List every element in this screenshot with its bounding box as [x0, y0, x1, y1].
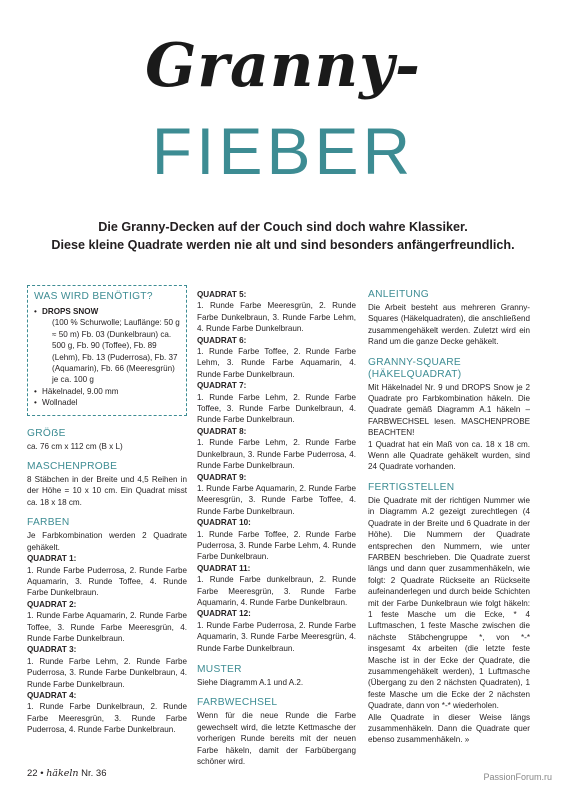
square-label: QUADRAT 11:: [197, 563, 251, 573]
gauge-heading: MASCHENPROBE: [27, 461, 118, 473]
drops-detail: (100 % Schurwolle; Lauflänge: 50 g ≈ 50 m) Fb. 03 (Dunkelbraun) ca. 500 g, Fb. 90 (Toffee), Fb. 89 (Lehm), Fb. 13 (Puderrosa), Fb. 37 (Aquamarin), Fb. 66 (Meeresgrün) je ca. 100 g: [52, 318, 180, 385]
square-4: [27, 690, 187, 736]
materials-item-hook: • Häkelnadel, 9.00 mm: [34, 386, 180, 397]
size-heading: GRÖẞE: [27, 427, 66, 439]
colors-heading: FARBEN: [27, 517, 70, 529]
square-2: [27, 599, 187, 645]
instructions-text: Die Arbeit besteht aus mehreren Granny-Squares (Häkelquadraten), die anschließend zusammengehäkelt werden. Zuletzt wird ein Rand um die ganze Decke gehäkelt.: [368, 303, 530, 347]
title-block: FIEBER: [151, 114, 415, 188]
intro: [30, 218, 536, 254]
square-label: QUADRAT 12:: [197, 609, 251, 619]
square-text: 1. Runde Farbe Dunkelbraun, 2. Runde Farbe Meeresgrün, 3. Runde Farbe Puderrosa, 4. Runde Farbe Dunkelbraun.: [27, 702, 187, 735]
watermark: PassionForum.ru: [483, 772, 552, 782]
finishing-text-1: Die Quadrate mit der richtigen Nummer wie in Diagramm A.2 gezeigt zurechtlegen (4 Quadrate in der Breite und 6 Quadrate in der Höhe). Die Nummern der Quadrate entsprechen den Nummern, wie unter FARBEN beschrieben. Die Quadrate zuerst längs und dann quer zusammenhäkeln, wie folgt: 2 Quadrate Rückseite an Rückseite aufeinanderlegen und durch beide Schichten mit der Farbe Dunkelbraun wie folgt häkeln: 1 feste Masche um die Ecke, * 4 Luftmaschen, 1 feste Masche zwischen die nächste Stäbchengruppe *, von *-* insgesamt 4x arbeiten (die letzte feste Masche ist in der Ecke der Quadrate, die zusammengehäkelt werden), 1 Luftmasche (Übergang zu den 2 nächsten Quadraten), 1 feste Masche um die Ecke der 2 nächsten Quadrate, dann von *-* wiederholen.: [368, 495, 530, 711]
square-8: [197, 426, 356, 472]
square-5: [197, 289, 356, 335]
square-label: QUADRAT 9:: [197, 472, 247, 482]
square-text: 1. Runde Farbe Lehm, 2. Runde Farbe Dunkelbraun, 3. Runde Farbe Puderrosa, 4. Runde Farbe Dunkelbraun.: [197, 438, 356, 471]
title-script: Granny-: [145, 31, 421, 101]
square-label: QUADRAT 4:: [27, 690, 77, 700]
square-label: QUADRAT 6:: [197, 335, 247, 345]
square-text: 1. Runde Farbe Toffee, 2. Runde Farbe Puderrosa, 3. Runde Farbe Lehm, 4. Runde Farbe Dunkelbraun.: [197, 529, 356, 562]
materials-item-needle: • Wollnadel: [34, 397, 180, 408]
magazine-brand: häkeln: [46, 768, 79, 779]
finishing-heading: FERTIGSTELLEN: [368, 481, 455, 493]
square-label: QUADRAT 3:: [27, 645, 77, 655]
square-11: [197, 563, 356, 609]
column-2: [197, 289, 356, 767]
colors-intro: Je Farbkombination werden 2 Quadrate gehäkelt.: [27, 531, 187, 552]
drops-title: DROPS SNOW: [42, 307, 99, 316]
square-label: QUADRAT 8:: [197, 426, 247, 436]
materials-box: [27, 285, 187, 416]
square-text: 1. Runde Farbe Lehm, 2. Runde Farbe Toffee, 3. Runde Farbe Dunkelbraun, 4. Runde Farbe Dunkelbraun.: [197, 392, 356, 425]
square-3: [27, 644, 187, 690]
square-1: [27, 553, 187, 599]
square-text: 1. Runde Farbe Lehm, 2. Runde Farbe Puderrosa, 3. Runde Farbe Dunkelbraun, 4. Runde Farbe Dunkelbraun.: [27, 656, 187, 689]
square-text: 1. Runde Farbe Toffee, 2. Runde Farbe Lehm, 3. Runde Farbe Aquamarin, 4. Runde Farbe Dunkelbraun.: [197, 347, 356, 379]
square-label: QUADRAT 5:: [197, 290, 247, 299]
gauge-text: 8 Stäbchen in der Breite und 4,5 Reihen in der Höhe = 10 x 10 cm. Ein Quadrat misst ca. 18 x 18 cm.: [27, 475, 187, 507]
footer-bullet: •: [40, 768, 44, 779]
square-label: QUADRAT 2:: [27, 599, 77, 609]
pattern-heading: MUSTER: [197, 664, 242, 675]
square-text: 1. Runde Farbe Puderrosa, 2. Runde Farbe Aquamarin, 3. Runde Toffee, 4. Runde Farbe Dunkelbraun.: [27, 565, 187, 598]
square-7: [197, 380, 356, 426]
issue-number: Nr. 36: [81, 768, 107, 779]
intro-line-1: Die Granny-Decken auf der Couch sind doch wahre Klassiker.: [98, 220, 468, 234]
square-text: 1. Runde Farbe Puderrosa, 2. Runde Farbe Aquamarin, 3. Runde Farbe Meeresgrün, 4. Runde Farbe Dunkelbraun.: [197, 620, 356, 653]
square-text: 1. Runde Farbe Aquamarin, 2. Runde Farbe Toffee, 3. Runde Farbe Meeresgrün, 4. Runde Farbe Dunkelbraun.: [27, 611, 187, 643]
square-text: 1. Runde Farbe Meeresgrün, 2. Runde Farbe Dunkelbraun, 3. Runde Farbe Lehm, 4. Runde Farbe Dunkelbraun.: [197, 301, 356, 334]
page-number: 22: [27, 768, 38, 779]
colorchange-text: Wenn für die neue Runde die Farbe gewechselt wird, die letzte Kettmasche der vorherigen Runde bereits mit der neuen Farbe häkeln, damit der Farbübergang schöner wird.: [197, 711, 356, 767]
materials-heading: WAS WIRD BENÖTIGT?: [34, 291, 153, 302]
finishing-text-2: Alle Quadrate in dieser Weise längs zusammenhäkeln. Dann die Quadrate quer ebenso zusammenhäkeln. »: [368, 712, 530, 745]
column-3: [368, 289, 530, 746]
column-1: [27, 285, 187, 736]
square-text: 1. Runde Farbe dunkelbraun, 2. Runde Farbe Meeresgrün, 3. Runde Farbe Aquamarin, 4. Runde Farbe Dunkelbraun.: [197, 575, 356, 607]
materials-list: [34, 306, 180, 409]
square-label: QUADRAT 10:: [197, 518, 251, 528]
square-6: [197, 335, 356, 381]
granny-heading: GRANNY-SQUARE (HÄKELQUADRAT): [368, 356, 462, 380]
granny-text-1: Mit Häkelnadel Nr. 9 und DROPS Snow je 2 Quadrate pro Farbkombination häkeln. Die Quadrate gemäß Diagramm A.1 häkeln – FARBWECHSEL lesen. MASCHENPROBE BEACHTEN!: [368, 382, 530, 438]
square-text: 1. Runde Farbe Aquamarin, 2. Runde Farbe Meeresgrün, 3. Runde Farbe Toffee, 4. Runde Farbe Dunkelbraun.: [197, 483, 356, 516]
square-10: [197, 517, 356, 563]
intro-line-2: Diese kleine Quadrate werden nie alt und sind besonders anfängerfreundlich.: [51, 238, 515, 252]
square-9: [197, 472, 356, 518]
granny-text-2: 1 Quadrat hat ein Maß von ca. 18 x 18 cm. Wenn alle Quadrate gehäkelt wurden, sind 24 Quadrate vorhanden.: [368, 439, 530, 472]
square-12: [197, 608, 356, 654]
instructions-heading: ANLEITUNG: [368, 289, 430, 300]
square-label: QUADRAT 1:: [27, 554, 77, 564]
pattern-text: Siehe Diagramm A.1 und A.2.: [197, 678, 304, 687]
square-label: QUADRAT 7:: [197, 381, 247, 391]
colorchange-heading: FARBWECHSEL: [197, 697, 278, 709]
page-footer: [27, 768, 107, 779]
size-text: ca. 76 cm x 112 cm (B x L): [27, 441, 123, 451]
materials-item-drops: [34, 306, 180, 386]
